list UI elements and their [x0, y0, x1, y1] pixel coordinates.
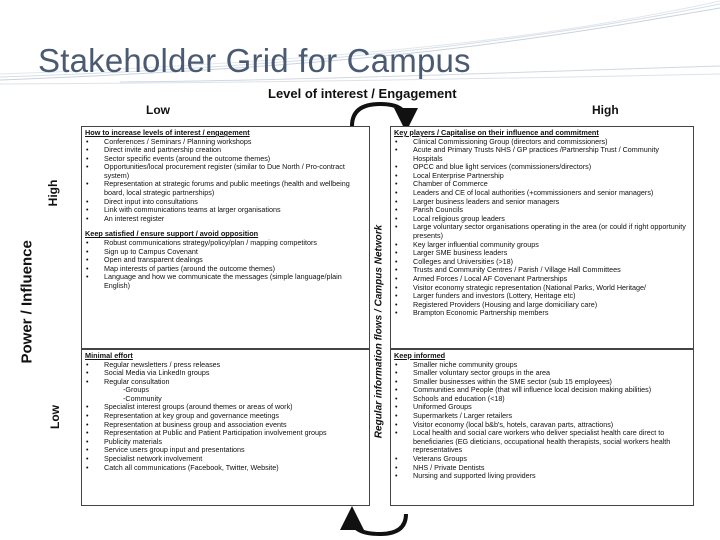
list-item: • Registered Providers (Housing and large domiciliary care) — [394, 301, 690, 310]
list-item: • Colleges and Universities (>18) — [394, 258, 690, 267]
list-item: • Social Media via LinkedIn groups — [85, 369, 366, 378]
list-item: • Conferences / Seminars / Planning workshops — [85, 138, 366, 147]
quadrant-heading: Minimal effort — [85, 351, 133, 360]
list-item: • Open and transparent dealings — [85, 256, 366, 265]
list-item: • NHS / Private Dentists — [394, 464, 690, 473]
list-item: • Sign up to Campus Covenant — [85, 248, 366, 257]
list-subitem: -Groups — [123, 385, 149, 395]
list-item: • OPCC and blue light services (commissioners/directors) — [394, 163, 690, 172]
list-item: • Representation at Public and Patient Participation involvement groups — [85, 429, 366, 438]
y-axis-high-label: High — [46, 179, 60, 207]
list-item: • Service users group input and presentations — [85, 446, 366, 455]
list-item: • Visitor economy (local b&b's, hotels, caravan parts, attractions) — [394, 421, 690, 430]
list-item: • Smaller niche community groups — [394, 361, 690, 370]
list-item: • Clinical Commissioning Group (directors and commissioners) — [394, 138, 690, 147]
quadrant-high-power-high-interest — [390, 126, 694, 349]
quadrant-low-power-low-interest — [81, 349, 370, 506]
page-title: Stakeholder Grid for Campus — [38, 42, 471, 79]
list-item: • Key larger influential community groups — [394, 241, 690, 250]
list-item: • Large voluntary sector organisations operating in the area (or could if right opportunity presents) — [394, 223, 690, 240]
list-item: • Regular newsletters / press releases — [85, 361, 366, 370]
list-item: • Chamber of Commerce — [394, 180, 690, 189]
list-item: • Representation at strategic forums and public meetings (health and wellbeing board, local strategic partnerships) — [85, 180, 366, 197]
stakeholder-list — [85, 138, 366, 224]
list-item: • Direct invite and partnership creation — [85, 146, 366, 155]
list-subitem: -Community — [123, 393, 162, 403]
quadrant-high-power-low-interest — [81, 126, 370, 349]
list-item: • Local health and social care workers who deliver specialist health care direct to beneficiaries (EG dieticians, occupational health therapists, social workers health representatives — [394, 429, 690, 455]
network-axis-label: Regular information flows / Campus Network — [373, 224, 385, 439]
list-item: • Uniformed Groups — [394, 403, 690, 412]
x-axis-title: Level of interest / Engagement — [268, 86, 457, 101]
list-item: • Specialist network involvement — [85, 455, 366, 464]
list-item: • Schools and education (<18) — [394, 395, 690, 404]
y-axis-title: Power / Influence — [18, 240, 36, 364]
list-item: • Trusts and Community Centres / Parish / Village Hall Committees — [394, 266, 690, 275]
bottom-cycle-arrow — [352, 514, 406, 534]
list-item: • Acute and Primary Trusts NHS / GP practices /Partnership Trust / Community Hospitals — [394, 146, 690, 163]
quadrant-low-power-high-interest — [390, 349, 694, 506]
list-item: • Specialist interest groups (around themes or areas of work) — [85, 403, 366, 412]
list-item: • Direct input into consultations — [85, 198, 366, 207]
list-item: • Language and how we communicate the messages (simple language/plain English) — [85, 273, 366, 290]
x-axis-high-label: High — [592, 103, 619, 117]
list-item: • Local Enterprise Partnership — [394, 172, 690, 181]
list-item: • Robust communications strategy/policy/plan / mapping competitors — [85, 239, 366, 248]
list-item: • Representation at business group and association events — [85, 421, 366, 430]
list-item: • Brampton Economic Partnership members — [394, 309, 690, 318]
quadrant-heading: Keep informed — [394, 351, 446, 360]
list-item: • Leaders and CE of local authorities (+commissioners and senior managers) — [394, 189, 690, 198]
list-item: • Catch all communications (Facebook, Twitter, Website) — [85, 464, 366, 473]
quadrant-heading: Key players / Capitalise on their influence and commitment — [394, 128, 599, 137]
list-item: • Sector specific events (around the outcome themes) — [85, 155, 366, 164]
list-item: • Smaller businesses within the SME sector (sub 15 employees) — [394, 378, 690, 387]
list-item: • Supermarkets / Larger retailers — [394, 412, 690, 421]
y-axis-low-label: Low — [48, 405, 62, 429]
list-item: • Parish Councils — [394, 206, 690, 215]
list-item: • Regular consultation — [85, 378, 366, 387]
list-item: • An interest register — [85, 215, 366, 224]
stakeholder-list — [85, 239, 366, 291]
stakeholder-list — [394, 138, 690, 318]
list-item: • Opportunities/local procurement register (similar to Due North / Pro-contract system) — [85, 163, 366, 180]
list-item: • Larger funders and investors (Lottery, Heritage etc) — [394, 292, 690, 301]
list-item: • Representation at key group and governance meetings — [85, 412, 366, 421]
list-item: • Armed Forces / Local AF Covenant Partnerships — [394, 275, 690, 284]
top-cycle-arrow — [352, 104, 406, 126]
list-item: • Visitor economy strategic representation (National Parks, World Heritage/ — [394, 284, 690, 293]
list-item: • Local religious group leaders — [394, 215, 690, 224]
quadrant-heading: How to increase levels of interest / engagement — [85, 128, 250, 137]
list-item: • Link with communications teams at larger organisations — [85, 206, 366, 215]
list-item: • Larger SME business leaders — [394, 249, 690, 258]
list-item: • Nursing and supported living providers — [394, 472, 690, 481]
list-item: • Smaller voluntary sector groups in the area — [394, 369, 690, 378]
list-item: • Veterans Groups — [394, 455, 690, 464]
list-item: • Larger business leaders and senior managers — [394, 198, 690, 207]
list-item: • Publicity materials — [85, 438, 366, 447]
stakeholder-list — [394, 361, 690, 481]
stakeholder-list — [85, 361, 366, 473]
quadrant-heading: Keep satisfied / ensure support / avoid opposition — [85, 229, 259, 239]
x-axis-low-label: Low — [146, 103, 170, 117]
list-item: • Communities and People (that will influence local decision making abilities) — [394, 386, 690, 395]
list-item: • Map interests of parties (around the outcome themes) — [85, 265, 366, 274]
